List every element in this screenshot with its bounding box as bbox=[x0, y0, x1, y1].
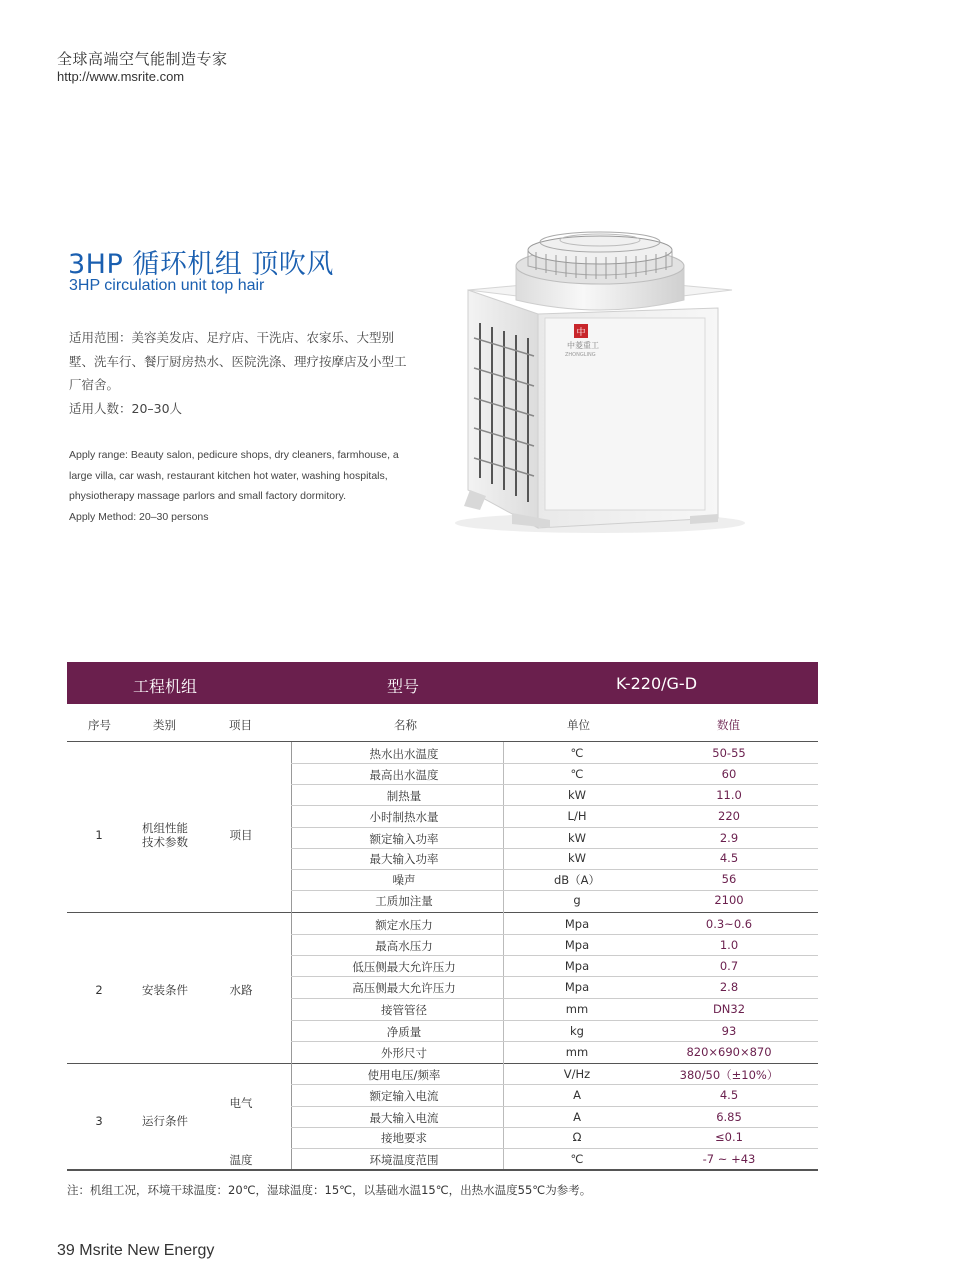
row-divider bbox=[291, 848, 818, 849]
spec-cell-value: 60 bbox=[721, 767, 737, 781]
col-header-value: 数值 bbox=[717, 718, 740, 732]
spec-cell-unit: kW bbox=[567, 788, 587, 802]
group-1-category-line: 机组性能 bbox=[142, 821, 188, 835]
row-divider bbox=[291, 1041, 818, 1042]
spec-cell-name: 制热量 bbox=[386, 789, 422, 803]
spec-cell-name: 接管管径 bbox=[381, 1003, 427, 1017]
row-divider bbox=[291, 1084, 818, 1085]
brand-logo-text: 中菱重工 bbox=[567, 341, 599, 350]
spec-cell-value: 93 bbox=[721, 1024, 737, 1038]
row-divider bbox=[291, 1148, 818, 1149]
group-1-no: 1 bbox=[95, 828, 103, 842]
spec-cell-value: 2.9 bbox=[719, 831, 739, 845]
row-divider bbox=[291, 998, 818, 999]
spec-cell-name: 噪声 bbox=[392, 873, 416, 887]
spec-cell-value: 2100 bbox=[714, 893, 744, 907]
header-url[interactable]: http://www.msrite.com bbox=[57, 69, 185, 84]
spec-cell-unit: kW bbox=[567, 831, 587, 845]
spec-cell-unit: dB（A） bbox=[553, 873, 601, 887]
col-header-unit: 单位 bbox=[567, 718, 590, 732]
spec-cell-name: 额定水压力 bbox=[375, 918, 433, 932]
row-divider bbox=[291, 827, 818, 828]
spec-cell-unit: g bbox=[573, 893, 581, 907]
spec-cell-unit: mm bbox=[565, 1045, 589, 1059]
spec-cell-value: 11.0 bbox=[716, 788, 742, 802]
col-header-no: 序号 bbox=[88, 718, 111, 732]
description-cn bbox=[69, 326, 429, 420]
table-rule bbox=[67, 1169, 818, 1171]
col-header-category: 类别 bbox=[153, 718, 176, 732]
spec-cell-unit: A bbox=[573, 1088, 581, 1102]
spec-cell-value: 220 bbox=[718, 809, 740, 823]
spec-cell-value: 380/50（±10%） bbox=[679, 1068, 779, 1082]
spec-cell-name: 最大输入电流 bbox=[369, 1111, 439, 1125]
spec-cell-name: 环境温度范围 bbox=[369, 1153, 439, 1167]
row-divider bbox=[291, 805, 818, 806]
description-cn-line: 适用范围：美容美发店、足疗店、干洗店、农家乐、大型别 bbox=[69, 330, 395, 345]
table-rule bbox=[67, 912, 818, 913]
col-header-name: 名称 bbox=[394, 718, 417, 732]
description-cn-line: 厂宿舍。 bbox=[69, 377, 120, 392]
row-divider bbox=[291, 763, 818, 764]
spec-cell-value: 2.8 bbox=[719, 980, 739, 994]
group-1-category-line: 技术参数 bbox=[142, 835, 188, 849]
row-divider bbox=[291, 784, 818, 785]
table-footnote: 注：机组工况，环境干球温度：20℃，湿球温度：15℃，以基础水温15℃，出热水温度55℃为参考。 bbox=[67, 1183, 592, 1197]
spec-cell-value: DN32 bbox=[712, 1002, 746, 1016]
row-divider bbox=[291, 869, 818, 870]
row-divider bbox=[291, 890, 818, 891]
header-cell-model-label: 型号 bbox=[387, 677, 420, 696]
spec-cell-unit: Mpa bbox=[564, 980, 590, 994]
description-en-line: Apply Method: 20–30 persons bbox=[69, 510, 209, 523]
description-en-line: physiotherapy massage parlors and small factory dormitory. bbox=[69, 490, 347, 502]
brand-logo-sub: ZHONGLING bbox=[565, 352, 596, 358]
group-2-item: 水路 bbox=[229, 983, 253, 997]
spec-cell-value: 50-55 bbox=[712, 746, 746, 760]
description-en-line: Apply range: Beauty salon, pedicure shops, dry cleaners, farmhouse, a bbox=[69, 449, 399, 461]
spec-cell-unit: V/Hz bbox=[563, 1067, 591, 1081]
spec-table-header bbox=[67, 662, 818, 704]
spec-cell-unit: ℃ bbox=[570, 767, 584, 781]
spec-cell-name: 低压侧最大允许压力 bbox=[352, 960, 456, 974]
header-cell-model-value: K-220/G-D bbox=[616, 674, 698, 693]
row-divider bbox=[291, 976, 818, 977]
spec-cell-value: 1.0 bbox=[719, 938, 739, 952]
table-rule bbox=[67, 1063, 818, 1064]
spec-cell-unit: mm bbox=[565, 1002, 589, 1016]
spec-cell-name: 最大输入功率 bbox=[369, 852, 439, 866]
spec-cell-name: 最高出水温度 bbox=[369, 768, 439, 782]
col-header-item: 项目 bbox=[229, 718, 252, 732]
table-rule bbox=[67, 741, 818, 742]
product-title-en: 3HP circulation unit top hair bbox=[69, 277, 265, 294]
spec-cell-unit: A bbox=[573, 1110, 581, 1124]
spec-cell-value: 0.7 bbox=[719, 959, 739, 973]
group-1-category bbox=[142, 821, 188, 849]
spec-cell-unit: Mpa bbox=[564, 938, 590, 952]
group-3-item-electric: 电气 bbox=[229, 1096, 253, 1110]
description-en-line: large villa, car wash, restaurant kitchen hot water, washing hospitals, bbox=[69, 469, 388, 482]
spec-cell-name: 热水出水温度 bbox=[369, 747, 439, 761]
spec-cell-unit: kg bbox=[570, 1024, 584, 1038]
svg-text:中: 中 bbox=[576, 328, 586, 338]
spec-cell-name: 小时制热水量 bbox=[369, 810, 439, 824]
group-1-item: 项目 bbox=[229, 828, 253, 842]
spec-cell-name: 工质加注量 bbox=[375, 894, 433, 908]
spec-cell-unit: kW bbox=[567, 851, 587, 865]
row-divider bbox=[291, 1106, 818, 1107]
spec-cell-unit: Mpa bbox=[564, 959, 590, 973]
spec-cell-name: 使用电压/频率 bbox=[367, 1068, 441, 1082]
row-divider bbox=[291, 1020, 818, 1021]
product-image bbox=[450, 228, 750, 538]
spec-cell-unit: Ω bbox=[572, 1130, 582, 1144]
spec-cell-unit: ℃ bbox=[570, 1152, 584, 1166]
spec-cell-value: -7 ~ +43 bbox=[702, 1152, 756, 1166]
spec-cell-name: 接地要求 bbox=[381, 1131, 427, 1145]
group-2-no: 2 bbox=[95, 983, 103, 997]
spec-cell-name: 净质量 bbox=[386, 1025, 422, 1039]
row-divider bbox=[291, 934, 818, 935]
description-cn-line: 墅、洗车行、餐厅厨房热水、医院洗涤、理疗按摩店及小型工 bbox=[69, 353, 407, 369]
spec-cell-value: 4.5 bbox=[719, 851, 739, 865]
spec-cell-value: 820×690×870 bbox=[686, 1045, 772, 1059]
group-3-item-temperature: 温度 bbox=[229, 1153, 253, 1167]
spec-cell-unit: L/H bbox=[567, 809, 587, 823]
group-3-category: 运行条件 bbox=[142, 1114, 188, 1128]
row-divider bbox=[291, 955, 818, 956]
description-en bbox=[69, 445, 439, 527]
spec-cell-name: 高压侧最大允许压力 bbox=[352, 981, 456, 995]
spec-cell-name: 额定输入功率 bbox=[369, 832, 439, 846]
spec-cell-value: 6.85 bbox=[716, 1110, 742, 1124]
page-footer: 39 Msrite New Energy bbox=[57, 1242, 215, 1259]
header-slogan: 全球高端空气能制造专家 bbox=[57, 50, 228, 68]
spec-cell-name: 额定输入电流 bbox=[369, 1089, 439, 1103]
spec-cell-value: 0.3~0.6 bbox=[705, 917, 753, 931]
spec-cell-value: 56 bbox=[721, 872, 737, 886]
spec-cell-name: 最高水压力 bbox=[375, 939, 433, 953]
spec-cell-unit: Mpa bbox=[564, 917, 590, 931]
spec-cell-name: 外形尺寸 bbox=[381, 1046, 427, 1060]
description-cn-line: 适用人数：20–30人 bbox=[69, 400, 183, 416]
group-2-category: 安装条件 bbox=[142, 983, 188, 997]
spec-cell-unit: ℃ bbox=[570, 746, 584, 760]
spec-cell-value: 4.5 bbox=[719, 1088, 739, 1102]
product-title-cn: 3HP 循环机组 顶吹风 bbox=[68, 249, 334, 280]
group-3-no: 3 bbox=[95, 1114, 103, 1128]
header-cell-engineering-unit: 工程机组 bbox=[133, 677, 198, 696]
row-divider bbox=[291, 1127, 818, 1128]
spec-cell-value: ≤0.1 bbox=[715, 1130, 743, 1144]
